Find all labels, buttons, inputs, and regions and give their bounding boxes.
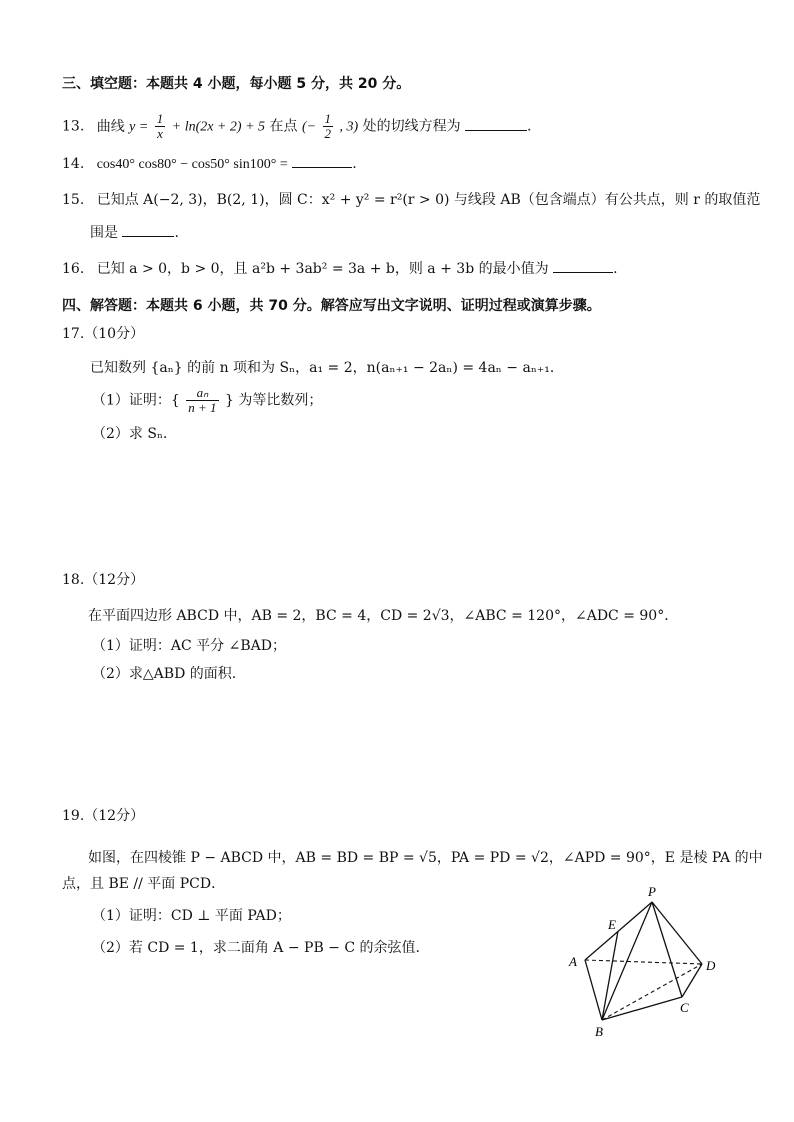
question-number: 16. — [62, 261, 85, 277]
question-text: 处的切线方程为 — [362, 118, 461, 135]
question-13 — [62, 112, 531, 141]
question-16 — [62, 258, 618, 279]
point: , 3) — [339, 119, 359, 135]
label-C: C — [680, 1000, 689, 1015]
answer-blank[interactable] — [553, 258, 613, 273]
part-label: （1）证明：{ — [92, 392, 180, 409]
question-19-part-1: （1）证明：CD ⊥ 平面 PAD； — [92, 908, 291, 924]
punctuation: . — [174, 225, 179, 241]
edge-CD — [682, 964, 702, 997]
edge-PA — [585, 902, 652, 960]
fraction-denominator: 2 — [324, 126, 331, 141]
question-19-part-2: （2）若 CD = 1，求二面角 A − PB − C 的余弦值. — [92, 940, 420, 956]
question-17-part-2: （2）求 Sₙ． — [92, 426, 178, 442]
question-17-number: 17.（10分） — [62, 326, 145, 342]
answer-blank[interactable] — [465, 116, 527, 131]
pyramid-figure — [560, 880, 730, 1040]
label-D: D — [706, 958, 716, 973]
question-18-number: 18.（12分） — [62, 572, 145, 588]
formula: y = — [129, 119, 149, 135]
question-18-stem: 在平面四边形 ABCD 中，AB = 2，BC = 4，CD = 2√3，∠ABC = 120°，∠ADC = 90°． — [88, 608, 679, 624]
formula: + ln(2x + 2) + 5 — [171, 119, 266, 135]
edge-BC — [602, 997, 682, 1020]
edge-BE — [602, 931, 618, 1020]
question-text: 已知点 A(−2, 3)，B(2, 1)，圆 C：x² + y² = r²(r > 0) 与线段 AB（包含端点）有公共点，则 r 的取值范 — [96, 192, 761, 208]
edge-PC — [652, 902, 682, 997]
label-E: E — [608, 917, 616, 932]
fraction-numerator: aₙ — [186, 386, 218, 401]
question-number: 13. — [62, 118, 85, 135]
answer-blank[interactable] — [292, 153, 352, 168]
section-3-header: 三、填空题：本题共 4 小题，每小题 5 分，共 20 分。 — [62, 76, 411, 92]
fraction — [323, 112, 334, 141]
fraction — [155, 112, 166, 141]
label-B: B — [595, 1024, 603, 1039]
fraction-denominator: x — [157, 126, 163, 141]
question-text: 围是 — [90, 225, 118, 241]
question-18-part-2: （2）求△ABD 的面积. — [92, 666, 237, 682]
edge-AB — [585, 960, 602, 1020]
question-text: 曲线 — [96, 118, 125, 135]
question-19-number: 19.（12分） — [62, 808, 145, 824]
question-14 — [62, 153, 357, 175]
point: (− — [301, 119, 317, 135]
fraction-denominator: n + 1 — [188, 400, 217, 415]
fraction-numerator: 1 — [156, 111, 164, 126]
part-text: } 为等比数列； — [225, 392, 323, 409]
label-A: A — [569, 954, 577, 969]
edge-PD — [652, 902, 702, 964]
edge-AD — [585, 960, 702, 964]
fraction — [186, 386, 218, 415]
punctuation: . — [613, 261, 618, 277]
punctuation: . — [352, 156, 357, 172]
question-17-part-1 — [92, 386, 322, 415]
question-17-stem: 已知数列 {aₙ} 的前 n 项和为 Sₙ，a₁ = 2，n(aₙ₊₁ − 2aₙ) = 4aₙ − aₙ₊₁． — [90, 360, 564, 376]
question-text: 已知 a > 0，b > 0，且 a²b + 3ab² = 3a + b，则 a + 3b 的最小值为 — [96, 261, 549, 277]
question-19-stem-line-1: 如图，在四棱锥 P − ABCD 中，AB = BD = BP = √5，PA = PD = √2，∠APD = 90°，E 是棱 PA 的中 — [88, 850, 763, 866]
punctuation: . — [527, 118, 532, 135]
question-number: 15. — [62, 192, 85, 208]
formula: cos40° cos80° − cos50° sin100° = — [96, 157, 288, 172]
question-15-continued — [90, 222, 179, 243]
question-15 — [62, 190, 760, 210]
question-text: 在点 — [269, 118, 298, 135]
section-4-header: 四、解答题：本题共 6 小题，共 70 分。解答应写出文字说明、证明过程或演算步骤。 — [62, 298, 601, 314]
answer-blank[interactable] — [122, 222, 174, 237]
label-P: P — [648, 884, 656, 899]
question-18-part-1: （1）证明：AC 平分 ∠BAD； — [92, 638, 286, 654]
question-number: 14. — [62, 156, 85, 172]
fraction-numerator: 1 — [324, 111, 331, 126]
question-19-stem-line-2: 点，且 BE // 平面 PCD． — [62, 876, 226, 892]
